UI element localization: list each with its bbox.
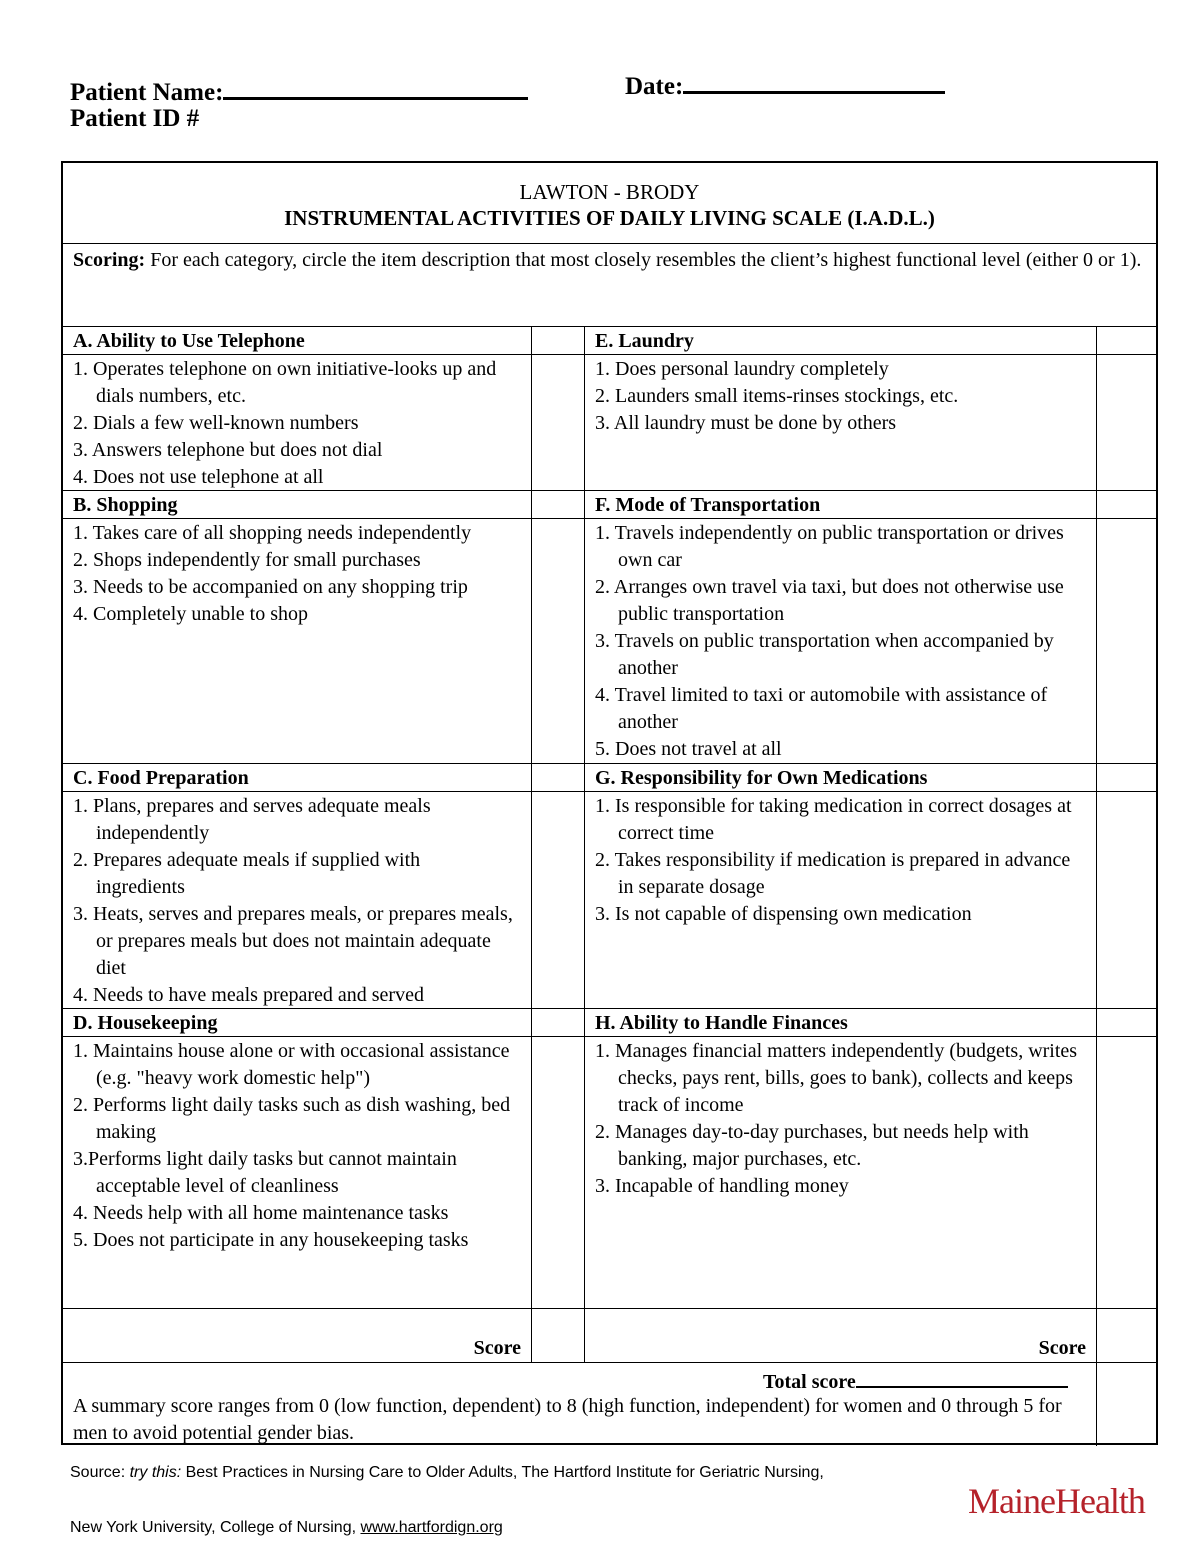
section-g-item-1[interactable]: 1. Is responsible for taking medication in correct dosages at correct time xyxy=(595,795,1072,844)
patient-id-label: Patient ID # xyxy=(70,105,200,132)
section-f-item-3[interactable]: 3. Travels on public transportation when accompanied by another xyxy=(595,630,1054,679)
divider xyxy=(63,354,1158,355)
section-e-title: E. Laundry xyxy=(595,330,694,352)
score-label-right: Score xyxy=(1038,1337,1086,1359)
section-d-item-3[interactable]: 3.Performs light daily tasks but cannot maintain acceptable level of cleanliness xyxy=(73,1148,457,1197)
hartford-link[interactable]: www.hartfordign.org xyxy=(360,1519,503,1536)
total-score-row xyxy=(763,1366,1068,1395)
divider xyxy=(63,791,1158,792)
date-label: Date: xyxy=(625,73,684,100)
section-a-item-3[interactable]: 3. Answers telephone but does not dial xyxy=(73,439,383,461)
source-line-2 xyxy=(70,1518,503,1538)
section-g-item-2[interactable]: 2. Takes responsibility if medication is prepared in advance in separate dosage xyxy=(595,849,1071,898)
patient-name-row xyxy=(70,73,528,108)
section-a-item-1[interactable]: 1. Operates telephone on own initiative-looks up and dials numbers, etc. xyxy=(73,358,497,407)
section-d-item-2[interactable]: 2. Performs light daily tasks such as dish washing, bed making xyxy=(73,1094,511,1143)
total-score-field[interactable] xyxy=(856,1366,1068,1388)
divider xyxy=(584,326,585,1362)
source-text: Best Practices in Nursing Care to Older Adults, The Hartford Institute for Geriatric Nursing, xyxy=(181,1464,824,1481)
mainehealth-logo: MaineHealth xyxy=(968,1481,1145,1521)
section-h-items xyxy=(595,1038,1090,1200)
scoring-label: Scoring: xyxy=(73,249,146,271)
divider xyxy=(63,1308,1158,1309)
section-g-item-3[interactable]: 3. Is not capable of dispensing own medication xyxy=(595,903,972,925)
section-c-item-3[interactable]: 3. Heats, serves and prepares meals, or prepares meals, or prepares meals but does not maintain adequate diet xyxy=(73,903,513,979)
section-b-item-2[interactable]: 2. Shops independently for small purchases xyxy=(73,549,421,571)
divider xyxy=(63,1036,1158,1037)
section-e-item-3[interactable]: 3. All laundry must be done by others xyxy=(595,412,897,434)
patient-name-field[interactable] xyxy=(223,73,528,100)
divider xyxy=(63,1362,1158,1363)
total-score-label: Total score xyxy=(763,1371,856,1393)
section-f-item-1[interactable]: 1. Travels independently on public transportation or drives own car xyxy=(595,522,1064,571)
section-g-title: G. Responsibility for Own Medications xyxy=(595,767,928,789)
section-c-item-4[interactable]: 4. Needs to have meals prepared and served xyxy=(73,984,424,1006)
section-d-title: D. Housekeeping xyxy=(73,1012,218,1034)
section-a-item-2[interactable]: 2. Dials a few well-known numbers xyxy=(73,412,359,434)
try-this: try this: xyxy=(129,1464,182,1481)
source-line xyxy=(70,1463,824,1483)
section-a-items xyxy=(73,356,513,491)
divider xyxy=(63,243,1158,244)
section-c-item-1[interactable]: 1. Plans, prepares and serves adequate meals independently xyxy=(73,795,431,844)
source-label: Source: xyxy=(70,1464,130,1481)
divider xyxy=(531,326,532,1362)
section-h-title: H. Ability to Handle Finances xyxy=(595,1012,848,1034)
section-b-title: B. Shopping xyxy=(73,494,178,516)
score-label-left: Score xyxy=(473,1337,521,1359)
date-field[interactable] xyxy=(683,67,945,94)
section-b-items xyxy=(73,520,513,628)
form-title-line2: INSTRUMENTAL ACTIVITIES OF DAILY LIVING SCALE (I.A.D.L.) xyxy=(284,206,935,230)
section-a-item-4[interactable]: 4. Does not use telephone at all xyxy=(73,466,324,488)
section-f-item-5[interactable]: 5. Does not travel at all xyxy=(595,738,782,760)
form-title-line1: LAWTON - BRODY xyxy=(519,180,700,204)
section-b-item-4[interactable]: 4. Completely unable to shop xyxy=(73,603,308,625)
source-line2-text: New York University, College of Nursing, xyxy=(70,1519,361,1536)
section-d-item-4[interactable]: 4. Needs help with all home maintenance tasks xyxy=(73,1202,449,1224)
section-f-title: F. Mode of Transportation xyxy=(595,494,821,516)
divider xyxy=(63,326,1158,327)
section-e-item-2[interactable]: 2. Launders small items-rinses stockings, etc. xyxy=(595,385,959,407)
section-f-item-2[interactable]: 2. Arranges own travel via taxi, but does not otherwise use public transportation xyxy=(595,576,1064,625)
section-d-items xyxy=(73,1038,523,1254)
section-g-items xyxy=(595,793,1090,928)
scoring-text: For each category, circle the item description that most closely resembles the client’s highest functional level (either 0 or 1). xyxy=(145,249,1142,271)
section-a-title: A. Ability to Use Telephone xyxy=(73,330,305,352)
section-f-item-4[interactable]: 4. Travel limited to taxi or automobile with assistance of another xyxy=(595,684,1048,733)
section-e-item-1[interactable]: 1. Does personal laundry completely xyxy=(595,358,889,380)
patient-name-label: Patient Name: xyxy=(70,79,224,106)
section-b-item-1[interactable]: 1. Takes care of all shopping needs independently xyxy=(73,522,472,544)
iadl-form xyxy=(61,161,1158,1445)
section-d-item-5[interactable]: 5. Does not participate in any housekeeping tasks xyxy=(73,1229,469,1251)
section-d-item-1[interactable]: 1. Maintains house alone or with occasional assistance (e.g. "heavy work domestic help") xyxy=(73,1040,510,1089)
form-title xyxy=(63,179,1156,231)
summary-note: A summary score ranges from 0 (low function, dependent) to 8 (high function, independent) for women and 0 through 5 for men to avoid potential gender bias. xyxy=(73,1395,1062,1444)
divider xyxy=(63,518,1158,519)
section-e-items xyxy=(595,356,1090,437)
section-h-item-2[interactable]: 2. Manages day-to-day purchases, but needs help with banking, major purchases, etc. xyxy=(595,1121,1029,1170)
date-row xyxy=(625,67,945,102)
section-b-item-3[interactable]: 3. Needs to be accompanied on any shopping trip xyxy=(73,576,468,598)
section-c-items xyxy=(73,793,513,1009)
scoring-instructions xyxy=(73,247,1153,274)
section-h-item-3[interactable]: 3. Incapable of handling money xyxy=(595,1175,849,1197)
section-c-item-2[interactable]: 2. Prepares adequate meals if supplied with ingredients xyxy=(73,849,421,898)
divider xyxy=(1096,326,1097,1446)
divider xyxy=(63,763,1158,764)
section-f-items xyxy=(595,520,1090,763)
section-h-item-1[interactable]: 1. Manages financial matters independently (budgets, writes checks, pays rent, bills, goes to bank), collects and keeps track of income xyxy=(595,1040,1078,1116)
section-c-title: C. Food Preparation xyxy=(73,767,249,789)
